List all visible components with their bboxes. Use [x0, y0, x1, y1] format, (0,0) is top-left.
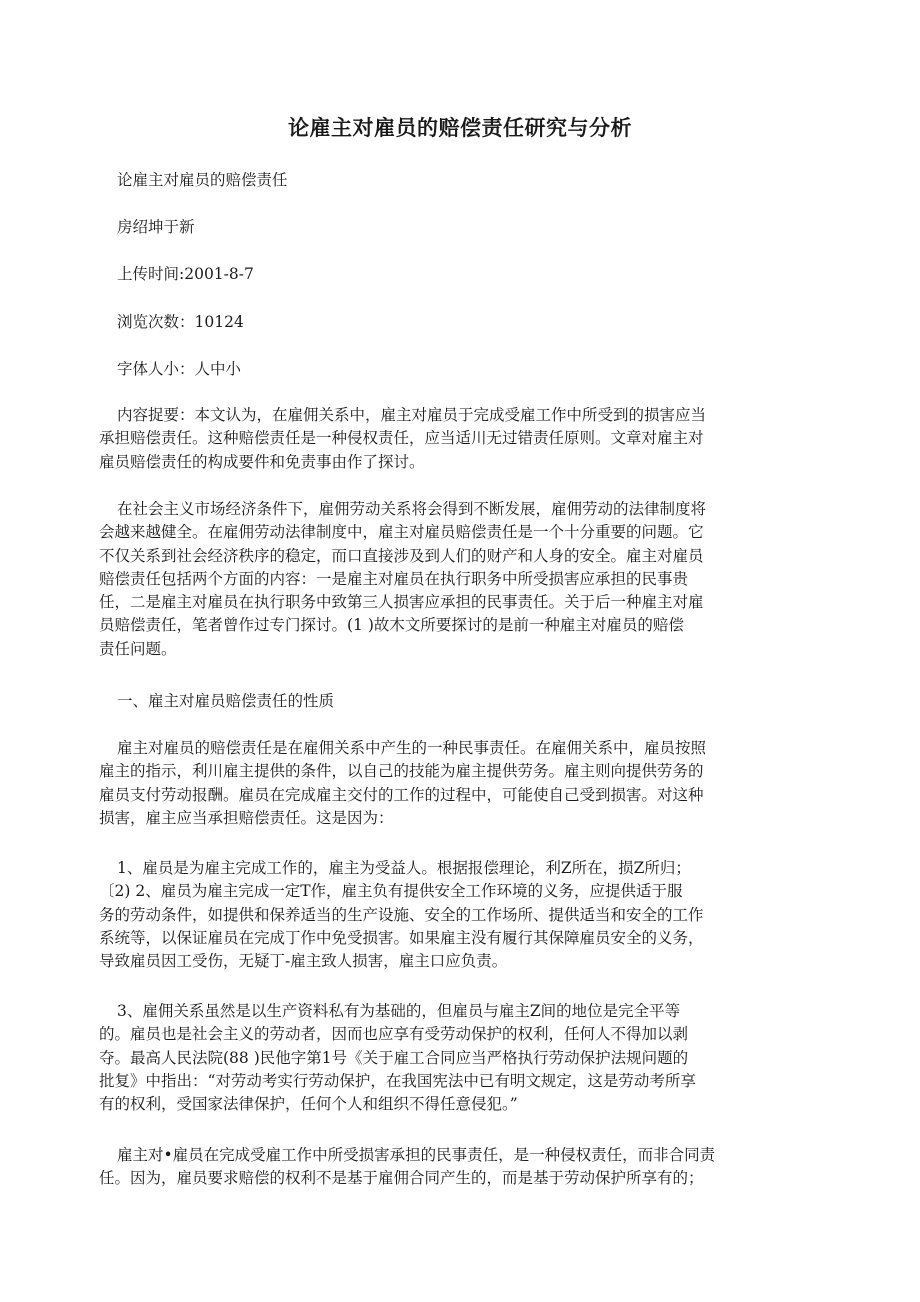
intro-paragraph [99, 498, 817, 661]
view-count: 浏览次数：10124 [117, 313, 244, 331]
text-line: 员赔偿责任，笔者曾作过专门探讨。(1 )故木文所要探讨的是前一种雇主对雇员的赔偿 [99, 616, 684, 635]
text-line: 夺。最高人民法院(88 )民他字第1号《关于雇工合同应当严格执行劳动保护法规问题的 [99, 1048, 689, 1067]
reason-paragraph-1-2 [99, 857, 817, 973]
text-line: 承担赔偿责任。这种赔偿责任是一种侵权责任，应当适川无过错责任原则。文章对雇主对 [99, 429, 704, 448]
text-line: 损害，雇主应当承担赔偿责任。这是因为： [99, 808, 394, 827]
author: 房绍坤于新 [117, 218, 195, 236]
text-line: 任。因为，雇员要求赔偿的权利不是基于雇佣合同产生的，而是基于劳动保护所享有的； [99, 1169, 704, 1188]
text-line: 赔偿责任包括两个方面的内容：一是雇主对雇员在执行职务中所受损害应承担的民事贵 [99, 569, 689, 588]
text-line: 〔2) 2、雇员为雇主完成一定T作，雇主负有提供安全工作环境的义务，应提供适于服 [99, 882, 683, 901]
text-line: 内容捉要：本文认为，在雇佣关系中，雇主对雇员于完成受雇工作中所受到的损害应当 [117, 406, 707, 424]
text-line: 务的劳动条件，如提供和保养适当的生产设施、安全的工作场所、提供适当和安全的工作 [99, 905, 704, 924]
subtitle: 论雇主对雇员的赔偿责任 [117, 171, 288, 189]
text-line: 不仅关系到社会经济秩序的稳定，而口直接涉及到人们的财产和人身的安全。雇主对雇员 [99, 546, 704, 565]
text-line: 雇主的指示，利川雇主提供的条件，以自己的技能为雇主提供劳务。雇主则向提供劳务的 [99, 762, 704, 781]
section-heading-text: 一、雇主对雇员赔偿责任的性质 [117, 692, 335, 710]
text-line: 责任问题。 [99, 639, 177, 658]
document-title: 论雇主对雇员的赔偿责任研究与分析 [288, 116, 632, 140]
text-line: 的。雇员也是社会主义的劳动者，因而也应享有受劳动保护的权利，任何人不得加以剥 [99, 1025, 689, 1044]
abstract-paragraph [99, 404, 817, 474]
text-line: 导致雇员因工受伤，无疑丁-雇主致人损害，雇主口应负责。 [99, 952, 508, 971]
text-line: 雇员赔偿责任的构成要件和免责事由作了探讨。 [99, 452, 425, 471]
text-line: 雇主对雇员的赔偿责任是在雇佣关系中产生的一种民事责任。在雇佣关系中，雇员按照 [117, 739, 707, 757]
text-line: 系统等，以保证雇员在完成丁作中免受损害。如果雇主没有履行其保障雇员安全的义务， [99, 928, 704, 947]
section-heading [99, 690, 817, 713]
text-line: 雇主对•雇员在完成受雇工作中所受损害承担的民事责任，是一种侵权责任，而非合同责 [117, 1146, 716, 1164]
text-line: 3、雇佣关系虽然是以生产资料私有为基础的，但雇员与雇主Z间的地位是完全平等 [117, 1002, 681, 1020]
reason-paragraph-3 [99, 1000, 817, 1116]
text-line: 有的权利，受国家法律保护，任何个人和组织不得任意侵犯。” [99, 1095, 518, 1114]
text-line: 批复》中指出：“对劳动考实行劳动保护，在我国宪法中已有明文规定，这是劳动考所享 [99, 1071, 696, 1090]
text-line: 1、雇员是为雇主完成工作的，雇主为受益人。根据报偿理论，利Z所在，损Z所归； [117, 859, 691, 877]
nature-paragraph [99, 737, 817, 830]
upload-time: 上传时间:2001-8-7 [117, 265, 254, 283]
tort-liability-paragraph [99, 1144, 817, 1191]
text-line: 雇员支付劳动报酬。雇员在完成雇主交付的工作的过程中，可能使自己受到损害。对这种 [99, 785, 704, 804]
text-line: 任，二是雇主对雇员在执行职务中致第三人损害应承担的民事责任。关于后一种雇主对雇 [99, 593, 704, 612]
font-size-option: 字体人小：人中小 [117, 360, 242, 378]
text-line: 在社会主义市场经济条件下，雇佣劳动关系将会得到不断发展，雇佣劳动的法律制度将 [117, 500, 707, 518]
text-line: 会越来越健全。在雇佣劳动法律制度中，雇主对雇员赔偿责任是一个十分重要的问题。它 [99, 523, 704, 542]
